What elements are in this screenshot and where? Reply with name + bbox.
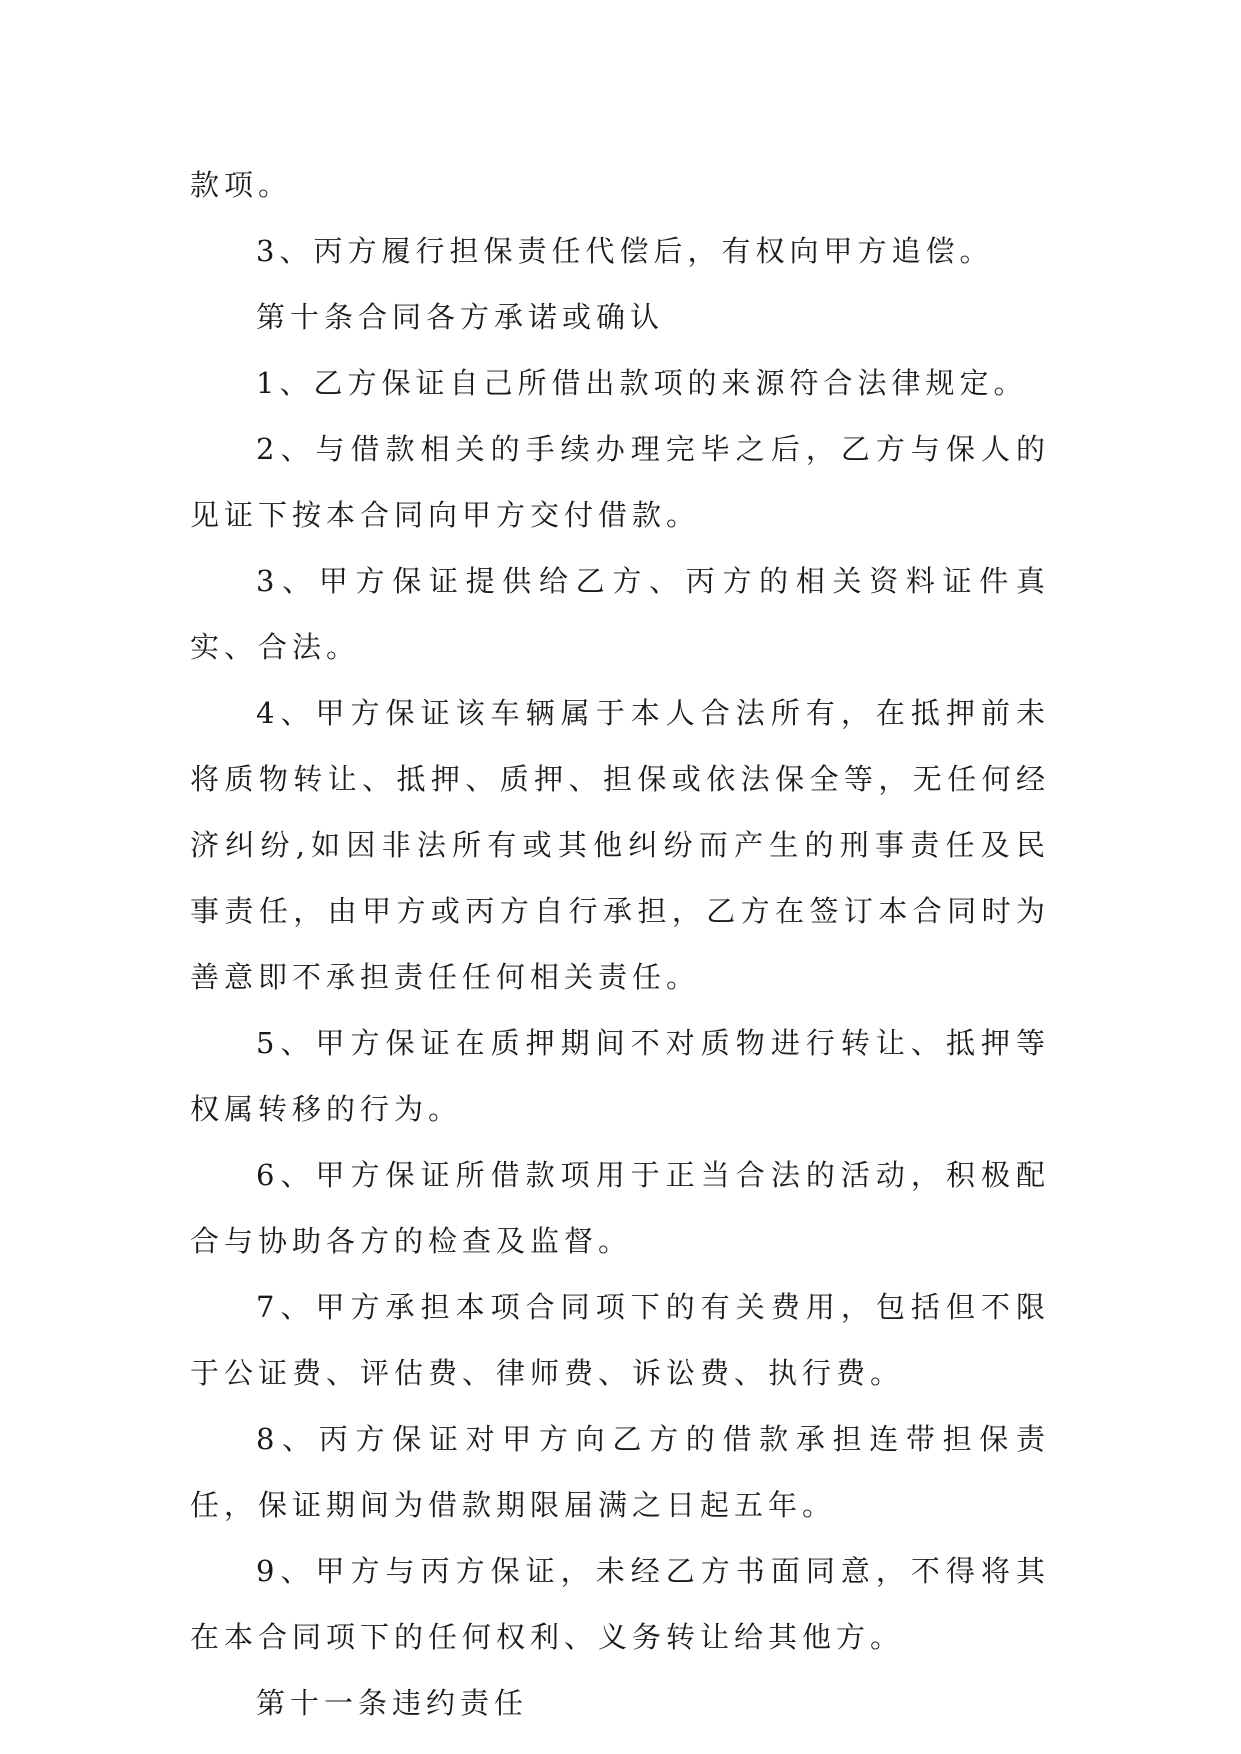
- section-heading-article-10: 第十条合同各方承诺或确认: [256, 300, 665, 334]
- paragraph-clause-10-7: 7、甲方承担本项合同项下的有关费用，包括但不限于公证费、评估费、律师费、诉讼费、执行费。: [190, 1290, 1050, 1390]
- paragraph-clause-10-3: 3、甲方保证提供给乙方、丙方的相关资料证件真实、合法。: [190, 564, 1050, 664]
- paragraph-continuation: 款项。: [190, 168, 293, 202]
- paragraph-clause-10-2: 2、与借款相关的手续办理完毕之后，乙方与保人的见证下按本合同向甲方交付借款。: [190, 432, 1050, 532]
- paragraph-clause-10-5: 5、甲方保证在质押期间不对质物进行转让、抵押等权属转移的行为。: [190, 1026, 1050, 1126]
- paragraph-clause-9-3: 3、丙方履行担保责任代偿后，有权向甲方追偿。: [256, 234, 994, 268]
- paragraph-clause-10-6: 6、甲方保证所借款项用于正当合法的活动，积极配合与协助各方的检查及监督。: [190, 1158, 1050, 1258]
- paragraph-clause-10-8: 8、丙方保证对甲方向乙方的借款承担连带担保责任，保证期间为借款期限届满之日起五年。: [190, 1422, 1050, 1522]
- paragraph-clause-10-1: 1、乙方保证自己所借出款项的来源符合法律规定。: [256, 366, 1028, 400]
- paragraph-clause-10-9: 9、甲方与丙方保证，未经乙方书面同意，不得将其在本合同项下的任何权利、义务转让给其他方。: [190, 1554, 1050, 1654]
- paragraph-clause-10-4: 4、甲方保证该车辆属于本人合法所有，在抵押前未将质物转让、抵押、质押、担保或依法保全等，无任何经济纠纷,如因非法所有或其他纠纷而产生的刑事责任及民事责任，由甲方或丙方自行承担，乙方在签订本合同时为善意即不承担责任任何相关责任。: [190, 696, 1050, 994]
- document-body: [190, 152, 1050, 1736]
- section-heading-article-11: 第十一条违约责任: [256, 1686, 529, 1720]
